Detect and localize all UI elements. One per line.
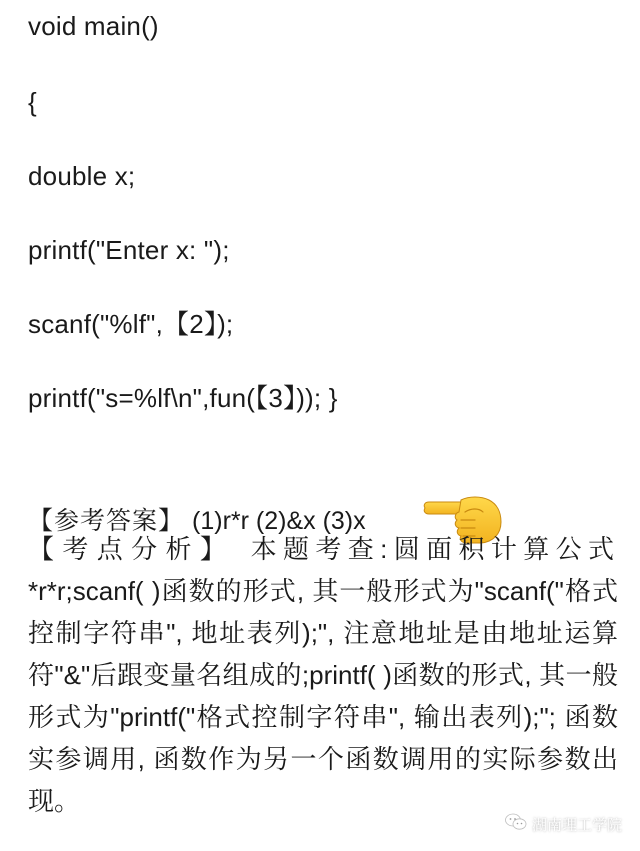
code-line-scanf: scanf("%lf",【2】); [28,309,234,339]
watermark-text: 湖南理工学院 [531,816,622,834]
watermark [505,813,622,835]
analysis-label: 【考点分析】 [28,534,235,564]
code-line-declaration: double x; [28,161,136,191]
code-line-open-brace: { [28,87,37,117]
answer-label: 【参考答案】 [28,506,185,535]
analysis-lead: 本题考查:圆面积计算公式 [248,534,618,564]
exam-point-analysis [28,528,618,822]
analysis-body: *r*r;scanf( )函数的形式, 其一般形式为"scanf("格式控制字符串", 地址表列);", 注意地址是由地址运算符"&"后跟变量名组成的;printf( )函数的形式, 其一般形式为"printf("格式控制字符串", 输出表列);"; 函数实参调用, 函数作为另一个函数调用的实际参数出现。 [28,576,618,816]
code-line-main: void main() [28,11,159,41]
code-line-printf-result: printf("s=%lf\n",fun(【3】)); } [28,383,338,413]
answer-text: (1)r*r (2)&x (3)x [192,506,366,535]
wechat-icon [505,813,527,835]
code-line-printf-prompt: printf("Enter x: "); [28,235,230,265]
